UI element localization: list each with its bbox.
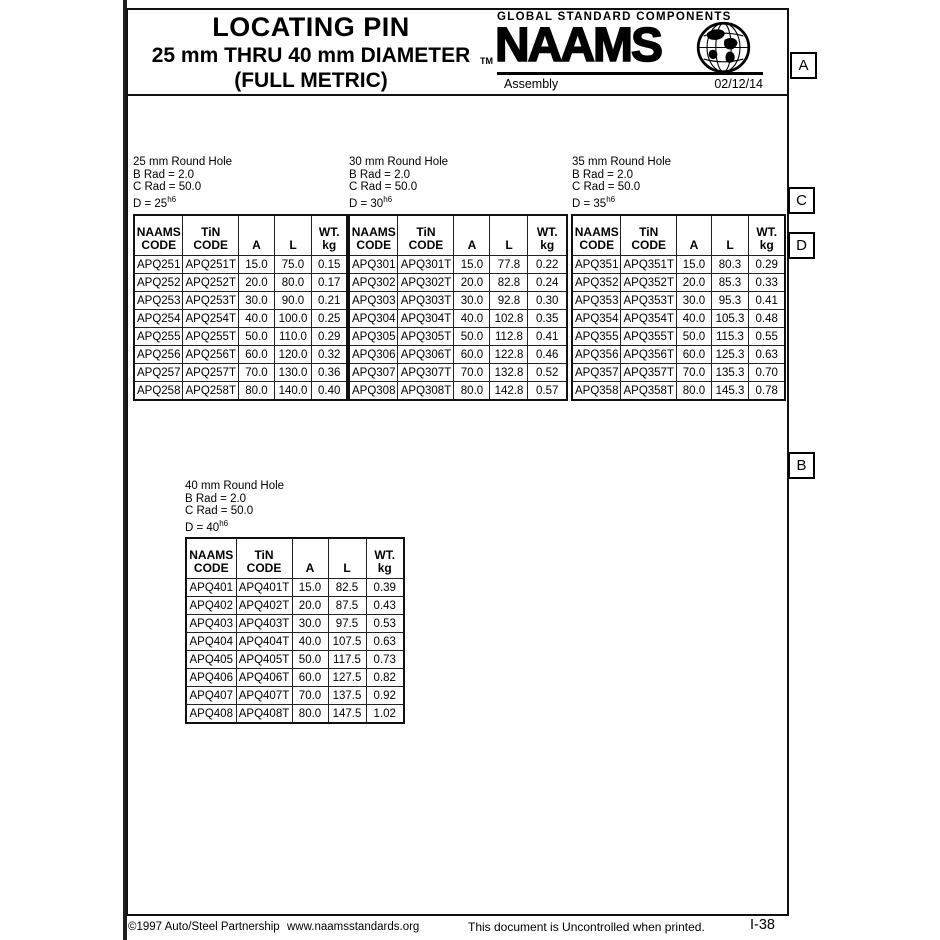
note-title: 40 mm Round Hole — [185, 480, 285, 492]
table-cell: APQ306 — [349, 346, 398, 364]
note-diameter: $D = 40^{h6}$ — [185, 518, 229, 534]
table-cell: APQ304T — [398, 310, 454, 328]
table-cell: 0.57 — [528, 382, 567, 401]
table-cell: 132.8 — [490, 364, 528, 382]
note-c-rad: C Rad = 50.0 — [572, 181, 641, 194]
page-title: LOCATING PIN — [212, 12, 410, 42]
table-cell: APQ303 — [349, 292, 398, 310]
note-c-rad: C Rad = 50.0 — [133, 181, 202, 194]
revision-date: 02/12/14 — [714, 77, 763, 91]
table-cell: APQ302 — [349, 274, 398, 292]
table-cell: APQ357 — [572, 364, 621, 382]
table-cell: APQ305T — [398, 328, 454, 346]
table-cell: 0.32 — [311, 346, 347, 364]
table-cell: 140.0 — [274, 382, 311, 401]
table-cell: APQ306T — [398, 346, 454, 364]
table-cell: 0.52 — [528, 364, 567, 382]
table-cell: 20.0 — [292, 597, 328, 615]
table-header-row — [134, 215, 347, 256]
column-header: A — [292, 538, 328, 579]
table-cell: 0.82 — [366, 669, 404, 687]
spec-note-25mm — [133, 156, 232, 210]
table-cell: 0.24 — [528, 274, 567, 292]
table-cell: APQ408T — [236, 705, 292, 724]
table-row — [186, 633, 404, 651]
table-cell: 0.33 — [748, 274, 785, 292]
table-cell: APQ258T — [183, 382, 239, 401]
table-cell: 110.0 — [274, 328, 311, 346]
column-header: L — [490, 215, 528, 256]
table-cell: APQ402T — [236, 597, 292, 615]
column-header: TiN CODE — [398, 215, 454, 256]
tab-label: D — [796, 237, 807, 254]
column-header: NAAMS CODE — [572, 215, 621, 256]
table-cell: APQ254 — [134, 310, 183, 328]
note-title: 35 mm Round Hole — [572, 156, 672, 168]
table-cell: APQ405T — [236, 651, 292, 669]
trademark-symbol: TM — [480, 56, 493, 66]
table-cell: 105.3 — [711, 310, 748, 328]
table-cell: 80.0 — [274, 274, 311, 292]
spec-note-30mm — [349, 156, 448, 210]
spec-table-30mm — [348, 214, 568, 401]
table-cell: 120.0 — [274, 346, 311, 364]
table-cell: APQ351T — [621, 256, 677, 274]
dimension-tab-b — [788, 452, 815, 479]
table-cell: 80.0 — [238, 382, 274, 401]
table-cell: 117.5 — [328, 651, 366, 669]
table-cell: 0.43 — [366, 597, 404, 615]
table-cell: 30.0 — [454, 292, 490, 310]
column-header: TiN CODE — [621, 215, 677, 256]
table-cell: 0.15 — [311, 256, 347, 274]
table-cell: 60.0 — [454, 346, 490, 364]
table-cell: APQ408 — [186, 705, 236, 724]
table-cell: APQ302T — [398, 274, 454, 292]
table-row — [134, 382, 347, 401]
table-cell: 97.5 — [328, 615, 366, 633]
table-cell: 0.39 — [366, 579, 404, 597]
table-cell: 80.0 — [454, 382, 490, 401]
table-row — [572, 292, 785, 310]
table-cell: 80.0 — [676, 382, 711, 401]
table-cell: 130.0 — [274, 364, 311, 382]
table-row — [572, 328, 785, 346]
table-cell: 0.46 — [528, 346, 567, 364]
table-cell: APQ308T — [398, 382, 454, 401]
table-cell: 70.0 — [292, 687, 328, 705]
table-cell: 100.0 — [274, 310, 311, 328]
table-row — [349, 382, 567, 401]
table-cell: 135.3 — [711, 364, 748, 382]
table-cell: 15.0 — [676, 256, 711, 274]
table-cell: 147.5 — [328, 705, 366, 724]
column-header: A — [676, 215, 711, 256]
table-row — [186, 687, 404, 705]
table-cell: 0.30 — [528, 292, 567, 310]
table-row — [134, 364, 347, 382]
note-diameter: $D = 25^{h6}$ — [133, 194, 177, 210]
table-cell: APQ251 — [134, 256, 183, 274]
note-b-rad: B Rad = 2.0 — [349, 168, 411, 181]
table-cell: 15.0 — [238, 256, 274, 274]
table-row — [572, 382, 785, 401]
spec-table-35mm — [571, 214, 786, 401]
table-cell: APQ353 — [572, 292, 621, 310]
table-cell: APQ308 — [349, 382, 398, 401]
column-header: L — [328, 538, 366, 579]
table-cell: 20.0 — [454, 274, 490, 292]
table-cell: APQ252T — [183, 274, 239, 292]
table-cell: 50.0 — [292, 651, 328, 669]
table-cell: 82.8 — [490, 274, 528, 292]
table-cell: APQ307 — [349, 364, 398, 382]
table-cell: 40.0 — [676, 310, 711, 328]
table-cell: 122.8 — [490, 346, 528, 364]
table-cell: 40.0 — [454, 310, 490, 328]
table-cell: 0.63 — [748, 346, 785, 364]
table-row — [186, 651, 404, 669]
table-cell: 30.0 — [676, 292, 711, 310]
table-cell: 0.53 — [366, 615, 404, 633]
table-cell: 112.8 — [490, 328, 528, 346]
table-cell: APQ352T — [621, 274, 677, 292]
table-row — [572, 256, 785, 274]
note-b-rad: B Rad = 2.0 — [572, 168, 634, 181]
dimension-tab-a — [790, 52, 817, 79]
footer-copyright: ©1997 Auto/Steel Partnership — [128, 921, 280, 933]
table-cell: APQ407 — [186, 687, 236, 705]
note-c-rad: C Rad = 50.0 — [185, 505, 254, 518]
table-cell: APQ301T — [398, 256, 454, 274]
table-row — [349, 328, 567, 346]
footer-page-number: I-38 — [750, 917, 775, 933]
table-row — [349, 346, 567, 364]
column-header: TiN CODE — [236, 538, 292, 579]
table-cell: 0.25 — [311, 310, 347, 328]
table-cell: APQ304 — [349, 310, 398, 328]
table-cell: 82.5 — [328, 579, 366, 597]
tab-label: B — [796, 457, 807, 474]
table-cell: 0.78 — [748, 382, 785, 401]
table-cell: 145.3 — [711, 382, 748, 401]
table-cell: 77.8 — [490, 256, 528, 274]
column-header: A — [454, 215, 490, 256]
table-cell: APQ403 — [186, 615, 236, 633]
table-cell: 115.3 — [711, 328, 748, 346]
table-cell: 20.0 — [238, 274, 274, 292]
column-header: L — [274, 215, 311, 256]
table-cell: APQ358T — [621, 382, 677, 401]
table-cell: 0.17 — [311, 274, 347, 292]
table-row — [134, 310, 347, 328]
table-cell: 137.5 — [328, 687, 366, 705]
table-cell: 102.8 — [490, 310, 528, 328]
table-header-row — [186, 538, 404, 579]
table-cell: 0.22 — [528, 256, 567, 274]
table-header-row — [349, 215, 567, 256]
table-row — [134, 292, 347, 310]
table-row — [572, 346, 785, 364]
table-cell: 0.35 — [528, 310, 567, 328]
column-header: WT. kg — [366, 538, 404, 579]
note-diameter: $D = 30^{h6}$ — [349, 194, 393, 210]
table-cell: 20.0 — [676, 274, 711, 292]
table-row — [186, 669, 404, 687]
table-row — [349, 310, 567, 328]
table-cell: 85.3 — [711, 274, 748, 292]
table-cell: APQ352 — [572, 274, 621, 292]
table-row — [572, 310, 785, 328]
note-b-rad: B Rad = 2.0 — [133, 168, 195, 181]
table-cell: 0.29 — [748, 256, 785, 274]
table-cell: 0.70 — [748, 364, 785, 382]
table-cell: 40.0 — [292, 633, 328, 651]
table-row — [134, 256, 347, 274]
table-cell: 80.0 — [292, 705, 328, 724]
table-cell: 30.0 — [238, 292, 274, 310]
table-cell: APQ402 — [186, 597, 236, 615]
table-row — [572, 274, 785, 292]
table-cell: APQ353T — [621, 292, 677, 310]
table-cell: 0.41 — [748, 292, 785, 310]
table-cell: 142.8 — [490, 382, 528, 401]
table-cell: 0.40 — [311, 382, 347, 401]
table-cell: 0.36 — [311, 364, 347, 382]
table-cell: 70.0 — [454, 364, 490, 382]
table-cell: 90.0 — [274, 292, 311, 310]
table-cell: APQ405 — [186, 651, 236, 669]
table-cell: 0.29 — [311, 328, 347, 346]
note-diameter: $D = 35^{h6}$ — [572, 194, 616, 210]
table-cell: 70.0 — [238, 364, 274, 382]
table-cell: 50.0 — [676, 328, 711, 346]
spec-note-40mm — [185, 480, 284, 534]
table-cell: 0.63 — [366, 633, 404, 651]
table-cell: APQ253T — [183, 292, 239, 310]
table-cell: 107.5 — [328, 633, 366, 651]
table-cell: 60.0 — [292, 669, 328, 687]
tab-label: C — [796, 192, 807, 209]
table-cell: APQ404T — [236, 633, 292, 651]
brand-rule — [497, 72, 763, 75]
note-title: 30 mm Round Hole — [349, 156, 449, 168]
table-row — [186, 615, 404, 633]
column-header: WT. kg — [311, 215, 347, 256]
table-cell: 50.0 — [238, 328, 274, 346]
table-cell: APQ255 — [134, 328, 183, 346]
table-row — [349, 256, 567, 274]
note-b-rad: B Rad = 2.0 — [185, 492, 247, 505]
table-cell: APQ301 — [349, 256, 398, 274]
table-cell: APQ357T — [621, 364, 677, 382]
brand-tagline: GLOBAL STANDARD COMPONENTS — [497, 11, 732, 23]
table-cell: APQ256 — [134, 346, 183, 364]
table-cell: APQ401 — [186, 579, 236, 597]
column-header: NAAMS CODE — [134, 215, 183, 256]
table-cell: APQ251T — [183, 256, 239, 274]
dimension-tab-d — [788, 232, 815, 259]
table-cell: 80.3 — [711, 256, 748, 274]
table-cell: 127.5 — [328, 669, 366, 687]
table-cell: APQ257T — [183, 364, 239, 382]
table-cell: APQ356T — [621, 346, 677, 364]
table-cell: 60.0 — [676, 346, 711, 364]
table-row — [186, 705, 404, 724]
table-cell: APQ403T — [236, 615, 292, 633]
column-header: NAAMS CODE — [186, 538, 236, 579]
table-cell: APQ305 — [349, 328, 398, 346]
note-title: 25 mm Round Hole — [133, 156, 233, 168]
table-row — [186, 579, 404, 597]
table-row — [134, 346, 347, 364]
footer-website: www.naamsstandards.org — [287, 921, 420, 933]
table-cell: APQ404 — [186, 633, 236, 651]
table-cell: 0.55 — [748, 328, 785, 346]
table-cell: 0.92 — [366, 687, 404, 705]
table-cell: APQ401T — [236, 579, 292, 597]
table-cell: 75.0 — [274, 256, 311, 274]
table-cell: APQ258 — [134, 382, 183, 401]
table-cell: 0.73 — [366, 651, 404, 669]
table-cell: APQ256T — [183, 346, 239, 364]
table-cell: APQ406T — [236, 669, 292, 687]
table-cell: APQ356 — [572, 346, 621, 364]
note-c-rad: C Rad = 50.0 — [349, 181, 418, 194]
table-cell: 0.21 — [311, 292, 347, 310]
page-subtitle-metric: (FULL METRIC) — [234, 69, 388, 92]
dimension-tab-c — [788, 187, 815, 214]
page-subtitle: 25 mm THRU 40 mm DIAMETER — [151, 44, 471, 67]
tab-label: A — [798, 57, 809, 74]
column-header: WT. kg — [748, 215, 785, 256]
table-cell: 0.41 — [528, 328, 567, 346]
table-row — [349, 292, 567, 310]
table-cell: APQ354 — [572, 310, 621, 328]
table-row — [134, 274, 347, 292]
table-cell: 95.3 — [711, 292, 748, 310]
table-cell: 87.5 — [328, 597, 366, 615]
table-cell: 30.0 — [292, 615, 328, 633]
table-cell: APQ355T — [621, 328, 677, 346]
spec-note-35mm — [572, 156, 671, 210]
table-cell: 50.0 — [454, 328, 490, 346]
table-cell: APQ407T — [236, 687, 292, 705]
globe-icon — [696, 21, 751, 74]
brand-wordmark: NAAMS — [495, 19, 661, 72]
column-header: A — [238, 215, 274, 256]
table-cell: 15.0 — [292, 579, 328, 597]
spec-table-25mm — [133, 214, 348, 401]
column-header: NAAMS CODE — [349, 215, 398, 256]
table-cell: 60.0 — [238, 346, 274, 364]
table-row — [349, 364, 567, 382]
table-row — [134, 328, 347, 346]
table-cell: APQ253 — [134, 292, 183, 310]
header-divider — [128, 94, 787, 96]
table-cell: 0.48 — [748, 310, 785, 328]
table-cell: APQ254T — [183, 310, 239, 328]
table-cell: 40.0 — [238, 310, 274, 328]
table-cell: APQ358 — [572, 382, 621, 401]
table-cell: 1.02 — [366, 705, 404, 724]
category-label: Assembly — [504, 77, 559, 91]
column-header: WT. kg — [528, 215, 567, 256]
spec-table-40mm — [185, 537, 405, 724]
table-cell: APQ351 — [572, 256, 621, 274]
table-row — [186, 597, 404, 615]
table-cell: APQ257 — [134, 364, 183, 382]
table-cell: APQ303T — [398, 292, 454, 310]
table-cell: 125.3 — [711, 346, 748, 364]
table-cell: APQ252 — [134, 274, 183, 292]
column-header: TiN CODE — [183, 215, 239, 256]
table-cell: APQ406 — [186, 669, 236, 687]
table-row — [349, 274, 567, 292]
table-header-row — [572, 215, 785, 256]
table-cell: APQ307T — [398, 364, 454, 382]
footer-notice: This document is Uncontrolled when printed. — [468, 920, 705, 934]
table-cell: APQ255T — [183, 328, 239, 346]
table-cell: APQ354T — [621, 310, 677, 328]
column-header: L — [711, 215, 748, 256]
drawing-frame — [126, 8, 789, 916]
table-cell: 92.8 — [490, 292, 528, 310]
table-row — [572, 364, 785, 382]
table-cell: APQ355 — [572, 328, 621, 346]
table-cell: 15.0 — [454, 256, 490, 274]
table-cell: 70.0 — [676, 364, 711, 382]
